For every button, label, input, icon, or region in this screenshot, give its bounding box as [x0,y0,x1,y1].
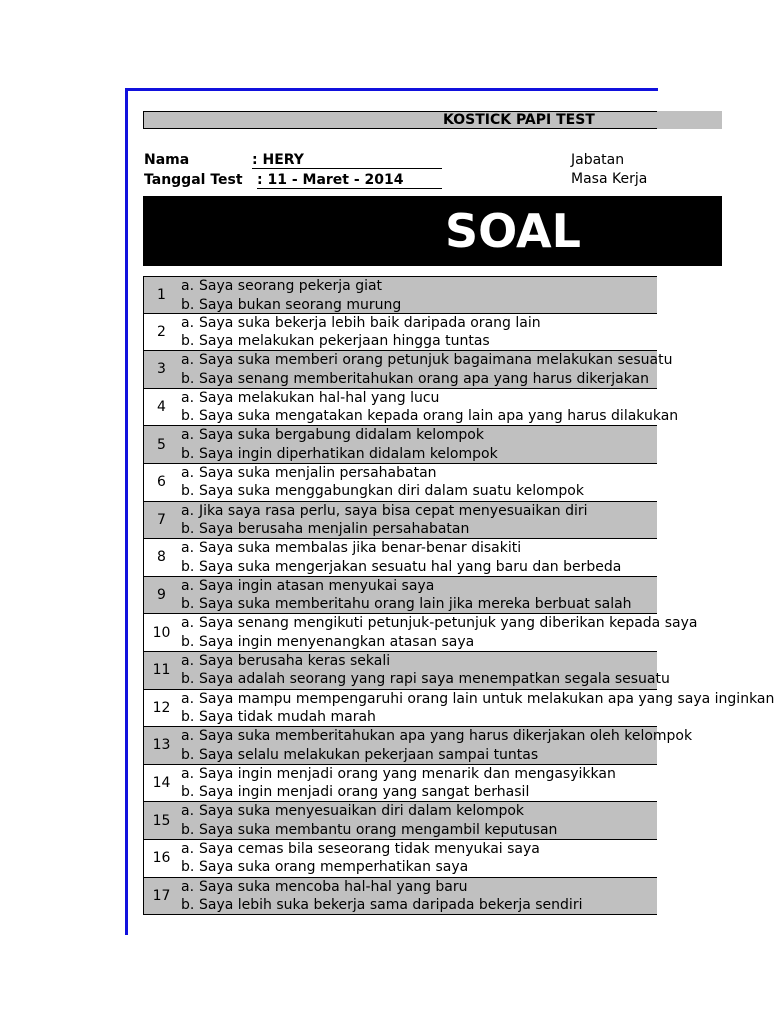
option-a-text: Saya cemas bila seseorang tidak menyukai saya [199,840,540,857]
question-number: 9 [157,587,166,604]
option-b[interactable] [181,896,582,914]
option-b-marker: b. [181,671,195,688]
option-b-text: Saya ingin menjadi orang yang sangat berhasil [199,784,530,801]
question-number: 17 [152,887,171,904]
question-row [143,614,698,652]
option-b-marker: b. [181,784,195,801]
title-bar-extension [657,111,722,129]
option-b-marker: b. [181,821,195,838]
question-number: 10 [152,624,171,641]
option-a[interactable] [181,314,541,332]
question-number: 14 [152,775,171,792]
option-b[interactable] [181,482,584,500]
option-b[interactable] [181,407,678,425]
option-b-marker: b. [181,596,195,613]
option-a-text: Saya suka memberi orang petunjuk bagaimana melakukan sesuatu [199,352,673,369]
option-b-text: Saya bukan seorang murung [199,296,402,313]
jabatan-label: Jabatan [571,152,625,168]
option-b-text: Saya suka menggabungkan diri dalam suatu kelompok [199,483,584,500]
option-b[interactable] [181,746,538,764]
question-number: 15 [152,812,171,829]
masa-kerja-label: Masa Kerja [571,171,648,187]
option-a-marker: a. [181,878,195,895]
option-a-text: Saya suka bergabung didalam kelompok [199,427,484,444]
option-b-marker: b. [181,483,195,500]
option-a-marker: a. [181,652,195,669]
option-b-text: Saya selalu melakukan pekerjaan sampai tuntas [199,746,539,763]
option-a[interactable] [181,802,524,820]
option-b-text: Saya tidak mudah marah [199,709,376,726]
option-a[interactable] [181,727,692,745]
option-a[interactable] [181,614,697,632]
option-b-text: Saya suka orang memperhatikan saya [199,859,469,876]
option-a-marker: a. [181,464,195,481]
question-row [143,577,657,615]
question-number: 3 [157,361,166,378]
option-b-marker: b. [181,897,195,913]
option-b[interactable] [181,633,474,651]
question-number: 6 [157,474,166,491]
option-b-marker: b. [181,370,195,387]
tanggal-label: Tanggal Test [144,172,243,188]
question-row [143,802,657,840]
option-a[interactable] [181,389,439,407]
option-a[interactable] [181,690,774,708]
option-b-marker: b. [181,746,195,763]
question-number: 2 [157,323,166,340]
option-a[interactable] [181,351,672,369]
question-row [143,426,657,464]
question-row [143,502,657,540]
nama-label: Nama [144,152,190,168]
option-a[interactable] [181,502,588,520]
option-b-marker: b. [181,333,195,350]
option-a-text: Saya senang mengikuti petunjuk-petunjuk yang diberikan kepada saya [199,615,698,632]
option-b-text: Saya suka mengerjakan sesuatu hal yang baru dan berbeda [199,558,622,575]
question-number: 5 [157,436,166,453]
option-a-marker: a. [181,803,195,820]
question-number: 11 [152,662,171,679]
section-title: SOAL [445,204,581,258]
option-a-text: Saya berusaha keras sekali [199,652,391,669]
option-b[interactable] [181,370,649,388]
question-number: 4 [157,399,166,416]
question-number: 13 [152,737,171,754]
option-a[interactable] [181,840,540,858]
question-row [143,652,670,690]
option-b-text: Saya senang memberitahukan orang apa yang harus dikerjakan [199,370,650,387]
option-a-text: Saya melakukan hal-hal yang lucu [199,389,440,406]
option-b[interactable] [181,445,498,463]
question-row [143,727,693,765]
option-b-text: Saya adalah seorang yang rapi saya menempatkan segala sesuatu [199,671,670,688]
option-b[interactable] [181,332,490,350]
question-row [143,276,657,314]
question-number: 8 [157,549,166,566]
option-b-marker: b. [181,296,195,313]
option-a-marker: a. [181,690,195,707]
option-a-marker: a. [181,728,195,745]
option-b-text: Saya melakukan pekerjaan hingga tuntas [199,333,490,350]
page-border-top [125,88,658,91]
option-a-marker: a. [181,502,195,519]
option-b-marker: b. [181,709,195,726]
option-b-text: Saya ingin menyenangkan atasan saya [199,633,475,650]
section-banner [143,196,722,266]
option-a[interactable] [181,464,437,482]
option-a-text: Jika saya rasa perlu, saya bisa cepat menyesuaikan diri [199,502,588,519]
question-number: 16 [152,850,171,867]
option-b[interactable] [181,595,632,613]
question-row [143,314,657,352]
option-a[interactable] [181,426,484,444]
option-a-text: Saya suka bekerja lebih baik daripada orang lain [199,314,541,331]
question-row [143,690,774,728]
option-b[interactable] [181,558,621,576]
option-b[interactable] [181,858,468,876]
option-a-text: Saya suka menjalin persahabatan [199,464,437,481]
option-b[interactable] [181,670,670,688]
nama-value: : HERY [252,152,442,169]
option-a-marker: a. [181,840,195,857]
option-b-marker: b. [181,558,195,575]
option-a-text: Saya ingin atasan menyukai saya [199,577,435,594]
option-a-marker: a. [181,278,195,294]
option-a[interactable] [181,539,521,557]
option-a-marker: a. [181,577,195,594]
option-a-marker: a. [181,314,195,331]
page-border-left [125,88,128,935]
option-a-marker: a. [181,765,195,782]
option-a-marker: a. [181,389,195,406]
option-a-marker: a. [181,615,195,632]
question-row [143,351,673,389]
option-b[interactable] [181,821,557,839]
option-a-text: Saya ingin menjadi orang yang menarik dan mengasyikkan [199,765,616,782]
question-row [143,539,657,577]
option-b-marker: b. [181,521,195,538]
option-a-marker: a. [181,540,195,557]
question-row [143,389,679,427]
option-a[interactable] [181,277,382,295]
option-a[interactable] [181,652,390,670]
option-b-text: Saya berusaha menjalin persahabatan [199,521,470,538]
question-number: 12 [152,699,171,716]
option-b-marker: b. [181,445,195,462]
option-a[interactable] [181,765,616,783]
option-a[interactable] [181,577,434,595]
question-row [143,765,657,803]
question-row [143,840,657,878]
option-b-marker: b. [181,633,195,650]
option-a-text: Saya suka membalas jika benar-benar disakiti [199,540,522,557]
option-b-text: Saya suka memberitahu orang lain jika mereka berbuat salah [199,596,632,613]
option-a-text: Saya suka mencoba hal-hal yang baru [199,878,468,895]
option-b-marker: b. [181,408,195,425]
option-b[interactable] [181,783,529,801]
option-b[interactable] [181,520,469,538]
option-a-text: Saya seorang pekerja giat [199,278,383,294]
option-b-marker: b. [181,859,195,876]
option-a-text: Saya suka menyesuaikan diri dalam kelompok [199,803,525,820]
option-a-marker: a. [181,352,195,369]
question-row [143,878,657,916]
option-b[interactable] [181,708,376,726]
option-b-text: Saya ingin diperhatikan didalam kelompok [199,445,498,462]
option-b-text: Saya lebih suka bekerja sama daripada bekerja sendiri [199,897,583,913]
question-row [143,464,657,502]
tanggal-value: : 11 - Maret - 2014 [257,172,442,189]
option-b-text: Saya suka membantu orang mengambil keputusan [199,821,558,838]
option-b-text: Saya suka mengatakan kepada orang lain apa yang harus dilakukan [199,408,679,425]
option-a-marker: a. [181,427,195,444]
option-a[interactable] [181,878,468,896]
question-number: 1 [157,286,166,303]
option-b[interactable] [181,296,401,314]
option-a-text: Saya mampu mempengaruhi orang lain untuk melakukan apa yang saya inginkan [199,690,774,707]
document-title: KOSTICK PAPI TEST [443,112,595,128]
questions-table [143,276,774,915]
option-a-text: Saya suka memberitahukan apa yang harus dikerjakan oleh kelompok [199,728,693,745]
question-number: 7 [157,511,166,528]
